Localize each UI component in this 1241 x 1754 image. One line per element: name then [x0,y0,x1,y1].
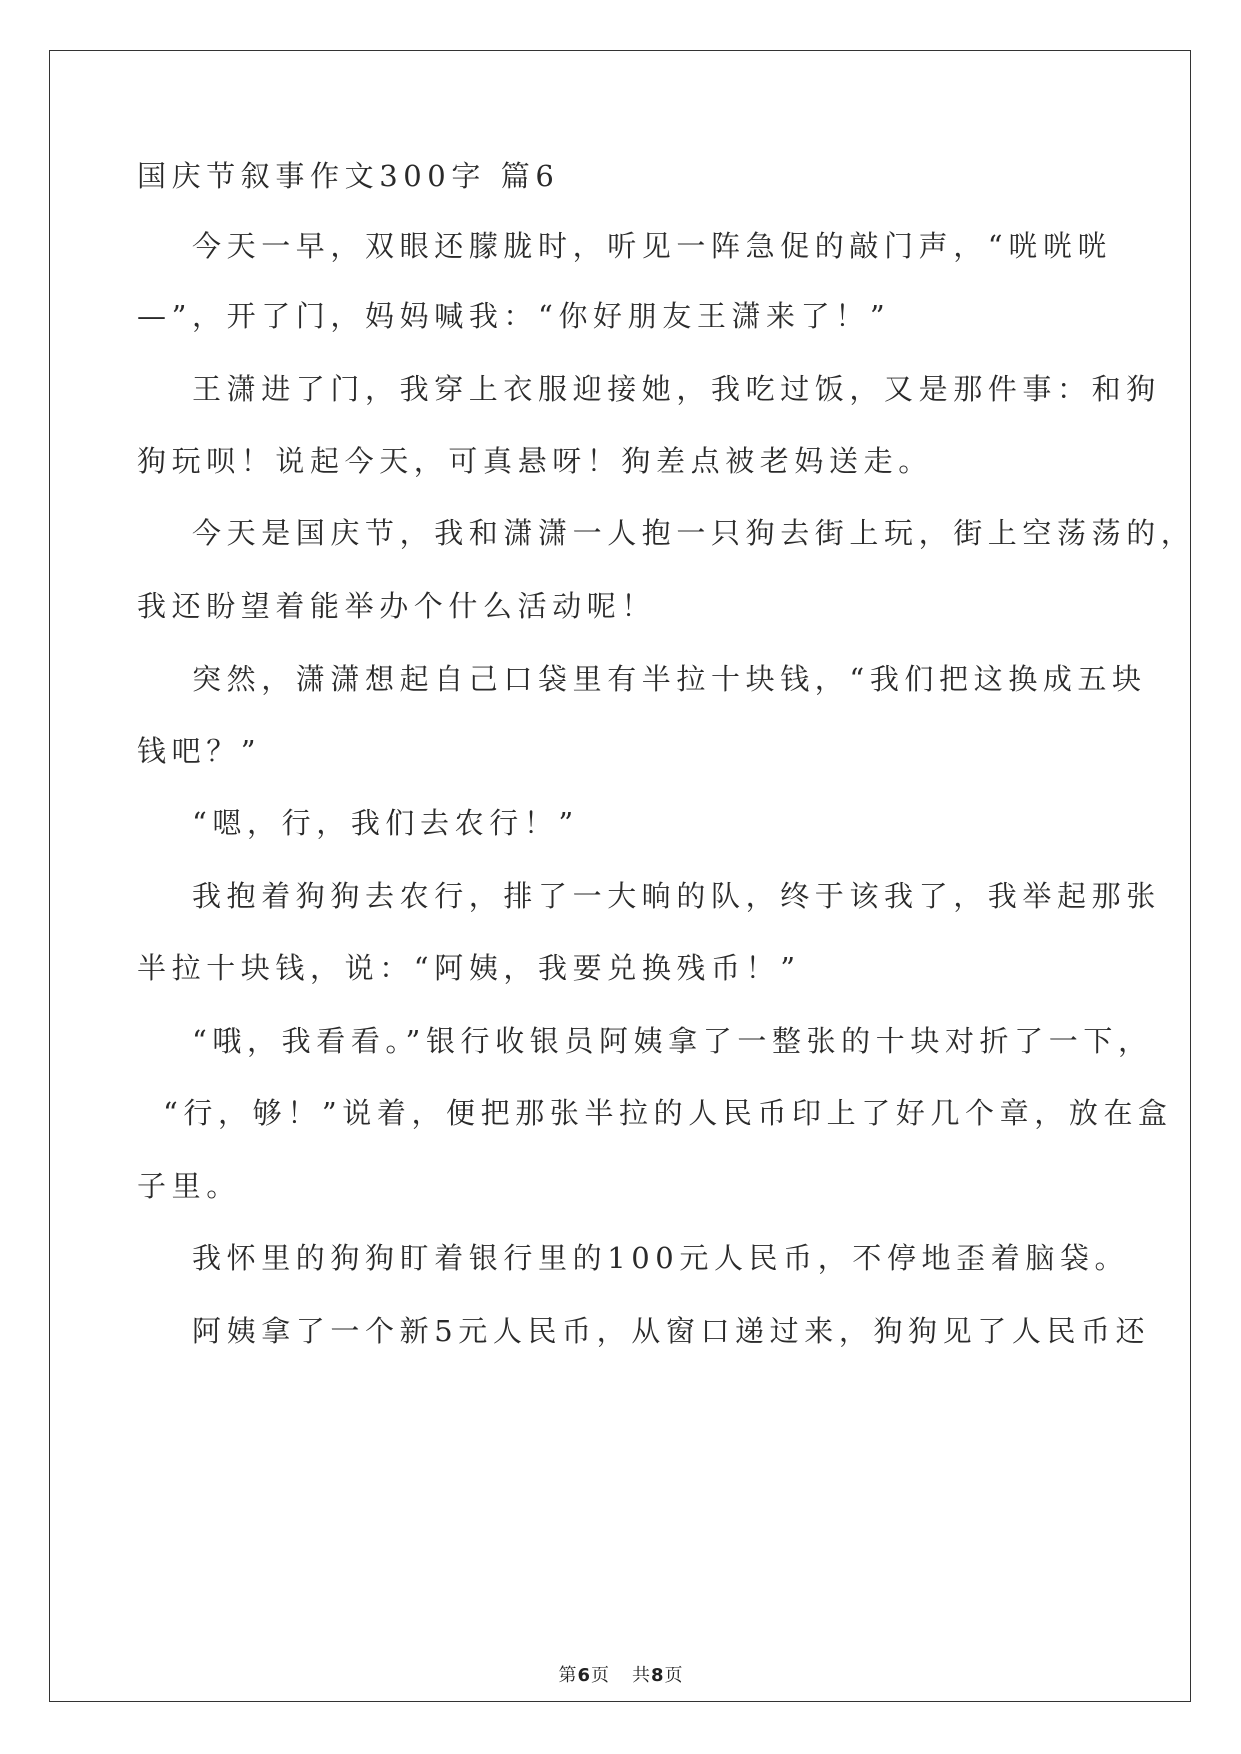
paragraph-line: 阿姨拿了一个新5元人民币，从窗口递过来，狗狗见了人民币还 [192,1314,1151,1348]
paragraph-line: 我怀里的狗狗盯着银行里的100元人民币，不停地歪着脑袋。 [192,1241,1130,1275]
page-prefix: 第 [558,1665,578,1686]
paragraph-line: 狗玩呗！说起今天，可真悬呀！狗差点被老妈送走。 [137,444,933,478]
paragraph-line: 半拉十块钱，说：“阿姨，我要兑换残币！” [137,951,801,985]
paragraph-line: 今天一早，双眼还朦胧时，听见一阵急促的敲门声，“咣咣咣 [192,229,1113,263]
paragraph-line: 钱吧？” [137,734,262,768]
paragraph-line: —”，开了门，妈妈喊我：“你好朋友王潇来了！” [137,299,891,333]
document-title: 国庆节叙事作文300字 篇6 [137,159,560,193]
paragraph-line: 子里。 [137,1169,241,1203]
page-suffix: 页 [591,1665,610,1686]
paragraph-line: 我还盼望着能举办个什么活动呢！ [137,589,657,623]
total-prefix: 共 [632,1665,651,1686]
paragraph-line: 我抱着狗狗去农行，排了一大晌的队，终于该我了，我举起那张 [192,879,1161,913]
total-pages: 8 [651,1665,665,1686]
paragraph-line: “哦，我看看。”银行收银员阿姨拿了一整张的十块对折了一下， [192,1024,1153,1058]
paragraph-line: 突然，潇潇想起自己口袋里有半拉十块钱，“我们把这换成五块 [192,662,1147,696]
total-suffix: 页 [664,1665,684,1686]
page-number: 6 [577,1665,591,1686]
page-footer [50,1661,1192,1687]
paragraph-line: “嗯，行，我们去农行！” [192,806,579,840]
page-frame [49,50,1196,1702]
paragraph-line: 今天是国庆节，我和潇潇一人抱一只狗去街上玩，街上空荡荡的， [192,516,1196,550]
paragraph-line: 王潇进了门，我穿上衣服迎接她，我吃过饭，又是那件事：和狗 [192,372,1161,406]
paragraph-line: “行，够！”说着，便把那张半拉的人民币印上了好几个章，放在盒 [163,1096,1173,1130]
